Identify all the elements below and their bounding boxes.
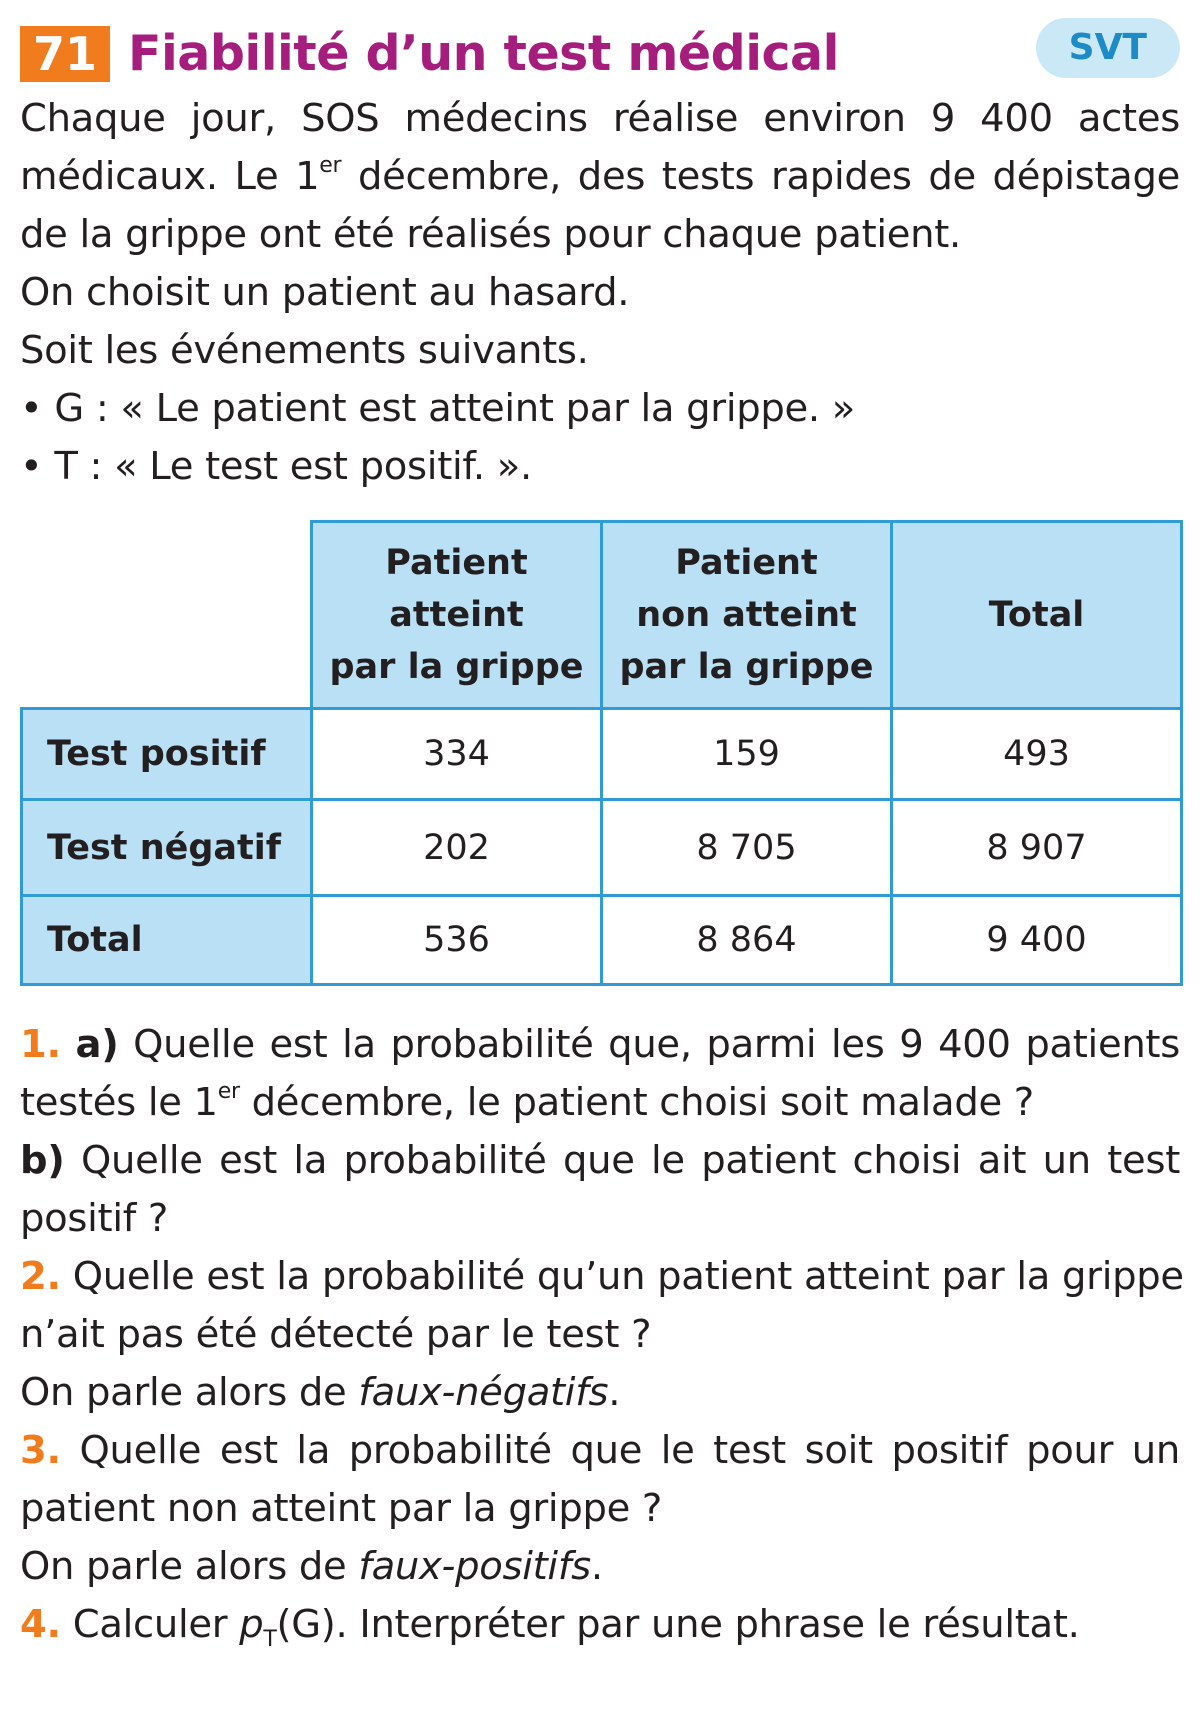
row-header: Test positif <box>22 709 312 800</box>
intro-line: de la grippe ont été réalisés pour chaque patient. <box>20 212 961 257</box>
intro-text: médicaux. Le 1 <box>20 154 320 199</box>
table-cell: 334 <box>312 709 602 800</box>
header-text: non atteint <box>636 595 857 635</box>
question-number: 2. <box>20 1254 61 1299</box>
ordinal-superscript: er <box>319 153 342 178</box>
table-cell: 8 705 <box>602 800 892 896</box>
event-g: • G : « Le patient est atteint par la grippe. » <box>20 386 856 431</box>
event-t: • T : « Le test est positif. ». <box>20 444 532 489</box>
question-1a-line <box>20 1016 1180 1074</box>
intro-line <box>20 148 1180 206</box>
table-row <box>22 709 1182 800</box>
question-text: Quelle est la probabilité que le test soit positif pour un <box>60 1428 1180 1473</box>
column-header-total <box>892 522 1182 709</box>
question-text: Quelle est la probabilité que le patient choisi ait un test <box>64 1138 1180 1183</box>
probability-subscript: T <box>263 1627 277 1652</box>
question-2-line <box>20 1248 1184 1306</box>
exercise-title: Fiabilité d’un test médical <box>128 25 839 82</box>
contingency-table <box>20 520 1183 986</box>
table-row <box>22 800 1182 896</box>
table-row <box>22 896 1182 985</box>
question-1a-line <box>20 1074 1180 1132</box>
question-number: 1. <box>20 1022 61 1067</box>
header-text: par la grippe <box>329 647 584 687</box>
question-2-line: n’ait pas été détecté par le test ? <box>20 1312 652 1357</box>
question-1b-line: positif ? <box>20 1196 169 1241</box>
header-text: Patient <box>675 543 818 583</box>
note-text: On parle alors de <box>20 1370 359 1415</box>
questions <box>20 1016 1184 1654</box>
question-4-line <box>20 1596 1180 1654</box>
table-cell: 9 400 <box>892 896 1182 985</box>
table-corner-cell <box>22 522 312 709</box>
header-text: par la grippe <box>619 647 874 687</box>
question-number: 4. <box>20 1602 61 1647</box>
question-1b-line <box>20 1132 1180 1190</box>
header-text: Patient atteint <box>385 543 528 635</box>
table-cell: 536 <box>312 896 602 985</box>
row-header: Total <box>22 896 312 985</box>
term-false-negatives: faux-négatifs <box>358 1370 609 1415</box>
table-cell: 493 <box>892 709 1182 800</box>
term-false-positives: faux-positifs <box>358 1544 591 1589</box>
table-cell: 8 907 <box>892 800 1182 896</box>
note-text: On parle alors de <box>20 1544 359 1589</box>
header-text: Total <box>988 595 1085 635</box>
exercise-number-badge: 71 <box>20 26 110 82</box>
intro-line: Soit les événements suivants. <box>20 328 589 373</box>
table-header-row <box>22 522 1182 709</box>
column-header-not-ill <box>602 522 892 709</box>
row-header: Test négatif <box>22 800 312 896</box>
question-text: Calculer <box>60 1602 240 1647</box>
question-text: (G). Interpréter par une phrase le résultat. <box>276 1602 1080 1647</box>
note-text: . <box>590 1544 603 1589</box>
question-text: Quelle est la probabilité qu’un patient atteint par la grippe <box>60 1254 1184 1299</box>
intro-line: Chaque jour, SOS médecins réalise environ 9 400 actes <box>20 96 1180 141</box>
question-3-line: patient non atteint par la grippe ? <box>20 1486 663 1531</box>
table-cell: 159 <box>602 709 892 800</box>
question-text: Quelle est la probabilité que, parmi les 9 400 patients <box>118 1022 1180 1067</box>
intro-text: décembre, des tests rapides de dépistage <box>341 154 1180 199</box>
question-3-line <box>20 1422 1180 1480</box>
exercise-header <box>20 18 1180 90</box>
intro-line: On choisit un patient au hasard. <box>20 270 630 315</box>
exercise-page <box>20 18 1184 1654</box>
table-cell: 8 864 <box>602 896 892 985</box>
question-text: testés le 1 <box>20 1080 218 1125</box>
exercise-statement <box>20 90 1180 496</box>
question-part-label: a) <box>75 1022 119 1067</box>
note-text: . <box>608 1370 621 1415</box>
question-2-note <box>20 1364 1180 1422</box>
question-part-label: b) <box>20 1138 65 1183</box>
question-text: décembre, le patient choisi soit malade ? <box>239 1080 1034 1125</box>
column-header-ill <box>312 522 602 709</box>
ordinal-superscript: er <box>217 1079 240 1104</box>
question-3-note <box>20 1538 1180 1596</box>
probability-symbol: p <box>239 1602 264 1647</box>
subject-tag: SVT <box>1036 18 1180 78</box>
question-number: 3. <box>20 1428 61 1473</box>
table-cell: 202 <box>312 800 602 896</box>
